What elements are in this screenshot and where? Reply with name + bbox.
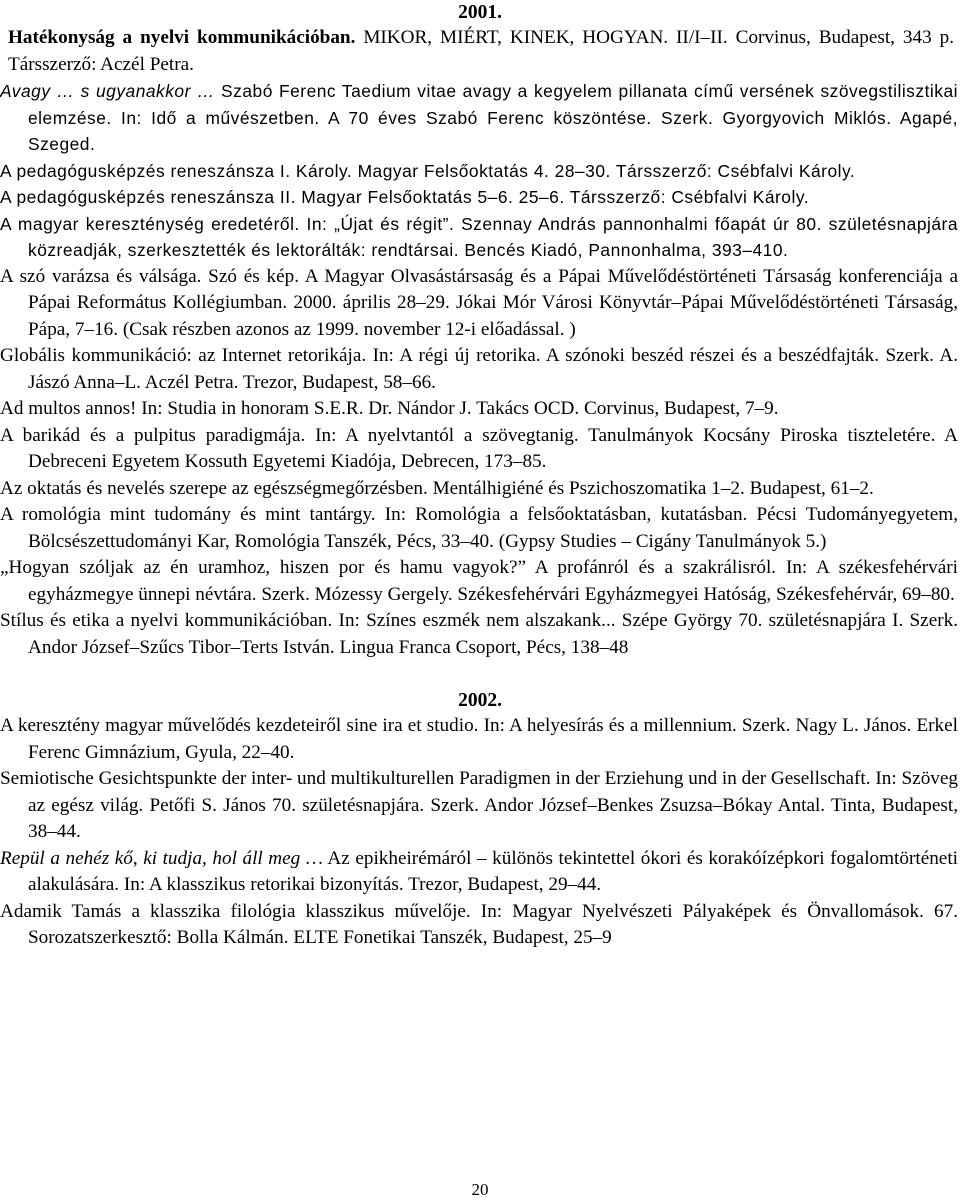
bibliography-entry	[0, 184, 960, 211]
entry-text: Az oktatás és nevelés szerepe az egészségmegőrzésben. Mentálhigiéné és Pszichoszomatika 1–2. Budapest, 61–2.	[0, 477, 874, 499]
bibliography-entry	[0, 264, 960, 344]
entry-text: Az epikheirémáról – különös tekintettel ókori és korakóízépkori fogalomtörténeti alakulására. In: A klasszikus retorikai bizonyítás. Trezor, Budapest, 29–44.	[28, 847, 958, 895]
page-number: 20	[471, 1180, 489, 1199]
year-heading: 2001.	[458, 2, 502, 23]
bibliography-entry	[0, 396, 960, 423]
bibliography-entry	[0, 343, 960, 396]
entry-title-italic: Repül a nehéz kő, ki tudja, hol áll meg …	[0, 847, 323, 869]
bibliography-entry	[0, 476, 960, 503]
bibliography-entry	[8, 25, 960, 78]
entry-text: A magyar kereszténység eredetéről. In: „Újat és régit”. Szennay András pannonhalmi főapát úr 80. születésnapjára közreadják, szerkesztették és lektorálták: rendtársai. Bencés Kiadó, Pannonhalma, 393–410.	[0, 213, 958, 260]
entry-text: A pedagógusképzés reneszánsza I. Károly. Magyar Felsőoktatás 4. 28–30. Társszerző: Csébfalvi Károly.	[0, 160, 856, 181]
entry-text: Semiotische Gesichtspunkte der inter- und multikulturellen Paradigmen in der Erziehung und in der Gesellschaft. In: Szöveg az egész világ. Petőfi S. János 70. születésnapjára. Szerk. Andor József–Benkes Zsuzsa–Bókay Antal. Tinta, Budapest, 38–44.	[0, 768, 958, 842]
entry-text: Globális kommunikáció: az Internet retorikája. In: A régi új retorika. A szónoki beszéd részei és a beszédfajták. Szerk. A. Jászó Anna–L. Aczél Petra. Trezor, Budapest, 58–66.	[0, 345, 958, 393]
entry-text: A szó varázsa és válsága. Szó és kép. A Magyar Olvasástársaság és a Pápai Művelődéstörténeti Társaság konferenciája a Pápai Református Kollégiumban. 2000. április 28–29. Jókai Mór Városi Könyvtár–Pápai Művelődéstörténeti Társaság, Pápa, 7–16. (Csak részben azonos az 1999. november 12-i előadással. )	[0, 265, 958, 340]
entry-text: „Hogyan szóljak az én uramhoz, hiszen por és hamu vagyok?” A profánról és a szakrálisról. In: A székesfehérvári egyházmegye ünnepi névtára. Szerk. Mózessy Gergely. Székesfehérvári Egyházmegyei Hatóság, Székesfehérvár, 69–80.	[0, 557, 958, 605]
bibliography-entry	[0, 158, 960, 185]
year-section	[0, 689, 960, 952]
bibliography-entry	[0, 78, 960, 158]
bibliography-entry	[0, 899, 960, 952]
entry-title-bold: Hatékonyság a nyelvi kommunikációban.	[8, 27, 356, 48]
entry-text: Stílus és etika a nyelvi kommunikációban. In: Színes eszmék nem alszakank... Szépe György 70. születésnapjára I. Szerk. Andor József–Szűcs Tibor–Terts István. Lingua Franca Csoport, Pécs, 138–48	[0, 610, 958, 658]
bibliography-entry	[0, 211, 960, 264]
entry-text: A romológia mint tudomány és mint tantárgy. In: Romológia a felsőoktatásban, kutatásban. Pécsi Tudományegyetem, Bölcsészettudományi Kar, Romológia Tanszék, Pécs, 33–40. (Gypsy Studies – Cigány Tanulmányok 5.)	[0, 504, 958, 552]
entry-text: Adamik Tamás a klasszika filológia klasszikus művelője. In: Magyar Nyelvészeti Pályaképek és Önvallomások. 67. Sorozatszerkesztő: Bolla Kálmán. ELTE Fonetikai Tanszék, Budapest, 25–9	[0, 900, 958, 948]
bibliography-entry	[0, 423, 960, 476]
bibliography-entry	[0, 608, 960, 661]
bibliography-entry	[0, 846, 960, 899]
entry-text: A keresztény magyar művelődés kezdeteiről sine ira et studio. In: A helyesírás és a millennium. Szerk. Nagy L. János. Erkel Ferenc Gimnázium, Gyula, 22–40.	[0, 715, 958, 763]
entry-text: MIKOR, MIÉRT, KINEK, HOGYAN. II/I–II. Corvinus, Budapest, 343 p. Társszerző: Aczél Petra.	[8, 27, 954, 75]
entry-list	[0, 25, 960, 661]
entry-text: Ad multos annos! In: Studia in honoram S.E.R. Dr. Nándor J. Takács OCD. Corvinus, Budapest, 7–9.	[0, 398, 779, 419]
entry-list	[0, 713, 960, 952]
entry-text: Szabó Ferenc Taedium vitae avagy a kegyelem pillanata című versének szövegstilisztikai elemzése. In: Idő a művészetben. A 70 éves Szabó Ferenc köszöntése. Szerk. Gyorgyovich Miklós. Agapé, Szeged.	[28, 81, 958, 154]
entry-text: A pedagógusképzés reneszánsza II. Magyar Felsőoktatás 5–6. 25–6. Társszerző: Csébfalvi Károly.	[0, 187, 810, 207]
year-heading: 2002.	[458, 690, 502, 711]
bibliography-entry	[0, 713, 960, 766]
entry-text: A barikád és a pulpitus paradigmája. In: A nyelvtantól a szövegtanig. Tanulmányok Kocsány Piroska tiszteletére. A Debreceni Egyetem Kossuth Egyetemi Kiadója, Debrecen, 173–85.	[0, 424, 958, 472]
bibliography-entry	[0, 766, 960, 846]
entry-title-italic: Avagy … s ugyanakkor …	[0, 81, 215, 101]
bibliography-entry	[0, 555, 960, 608]
bibliography-entry	[0, 502, 960, 555]
